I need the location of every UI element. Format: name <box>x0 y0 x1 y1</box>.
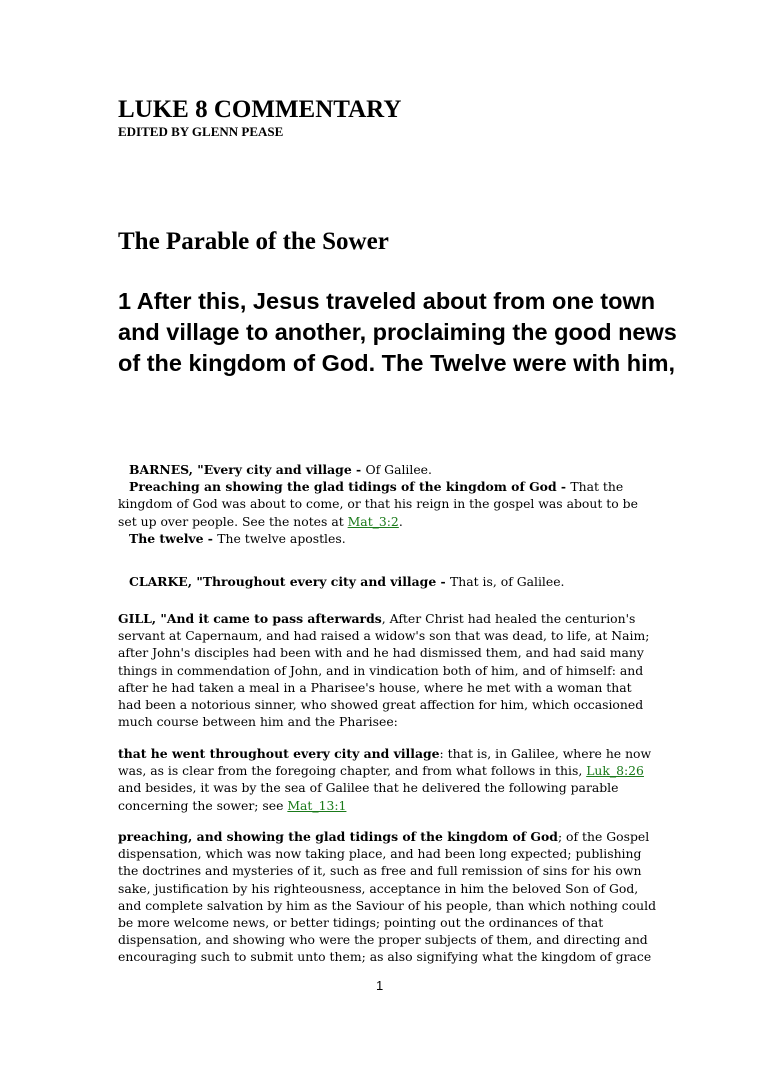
barnes-commentary <box>118 461 658 547</box>
scripture-link[interactable]: Mat_3:2 <box>347 513 399 529</box>
scripture-link[interactable]: Luk_8:26 <box>586 763 644 779</box>
gill-paragraph-3 <box>118 828 658 966</box>
gill-text: : that is, in Galilee, where he now was, as is clear from the foregoing chapter, and from what follows in this, <box>118 746 652 779</box>
barnes-text: That the kingdom of God was about to come, or that his reign in the gospel was about to be set up over people. See the notes at <box>118 479 638 529</box>
clarke-commentary <box>118 573 658 590</box>
gill-text: ; of the Gospel dispensation, which was now taking place, and had been long expected; publishing the doctrines and mysteries of it, such as free and full remission of sins for his own sake, justification by his righteousness, acceptance in him the beloved Son of God, and complete salvation by him as the Saviour of his people, than which nothing could be more welcome news, or better tidings; pointing out the ordinances of that dispensation, and showing who were the proper subjects of them, and directing and encouraging such to submit unto them; as also signifying what the kingdom of grace <box>118 829 657 965</box>
barnes-lead: Preaching an showing the glad tidings of the kingdom of God - <box>129 479 571 495</box>
punctuation: . <box>398 513 403 529</box>
gill-lead: that he went throughout every city and village <box>118 746 440 761</box>
gill-text: and besides, it was by the sea of Galilee that he delivered the following parable concerning the sower; see <box>118 780 619 813</box>
barnes-lead: The twelve - <box>129 530 218 546</box>
clarke-paragraph <box>118 573 658 590</box>
gill-lead: preaching, and showing the glad tidings of the kingdom of God <box>118 829 558 844</box>
verse-text: 1 After this, Jesus traveled about from one town and village to another, proclaiming the good news of the kingdom of God. The Twelve were with him, <box>118 288 677 376</box>
barnes-paragraph-1 <box>118 461 658 478</box>
document-subtitle: EDITED BY GLENN PEASE <box>118 124 284 139</box>
document-title: LUKE 8 COMMENTARY <box>118 96 402 123</box>
barnes-lead: BARNES, "Every city and village - <box>129 462 366 477</box>
gill-paragraph-1 <box>118 610 658 730</box>
clarke-lead: CLARKE, "Throughout every city and village - <box>129 574 450 589</box>
clarke-text: That is, of Galilee. <box>449 574 565 589</box>
barnes-paragraph-2 <box>118 478 658 530</box>
barnes-text: Of Galilee. <box>365 462 432 477</box>
gill-paragraph-2 <box>118 745 658 814</box>
gill-text: , After Christ had healed the centurion's servant at Capernaum, and had raised a widow's son that was dead, to life, at Naim; after John's disciples had been with and he had dismissed them, and had said many things in commendation of John, and in vindication both of him, and of himself: and after he had taken a meal in a Pharisee's house, where he met with a woman that had been a notorious sinner, who showed great affection for him, which occasioned much course between him and the Pharisee: <box>118 611 650 730</box>
gill-lead: GILL, "And it came to pass afterwards <box>118 611 382 626</box>
barnes-text: The twelve apostles. <box>217 530 346 546</box>
section-heading: The Parable of the Sower <box>118 228 389 255</box>
barnes-paragraph-3 <box>118 530 658 547</box>
page-number: 1 <box>376 978 384 993</box>
scripture-link[interactable]: Mat_13:1 <box>287 797 347 813</box>
